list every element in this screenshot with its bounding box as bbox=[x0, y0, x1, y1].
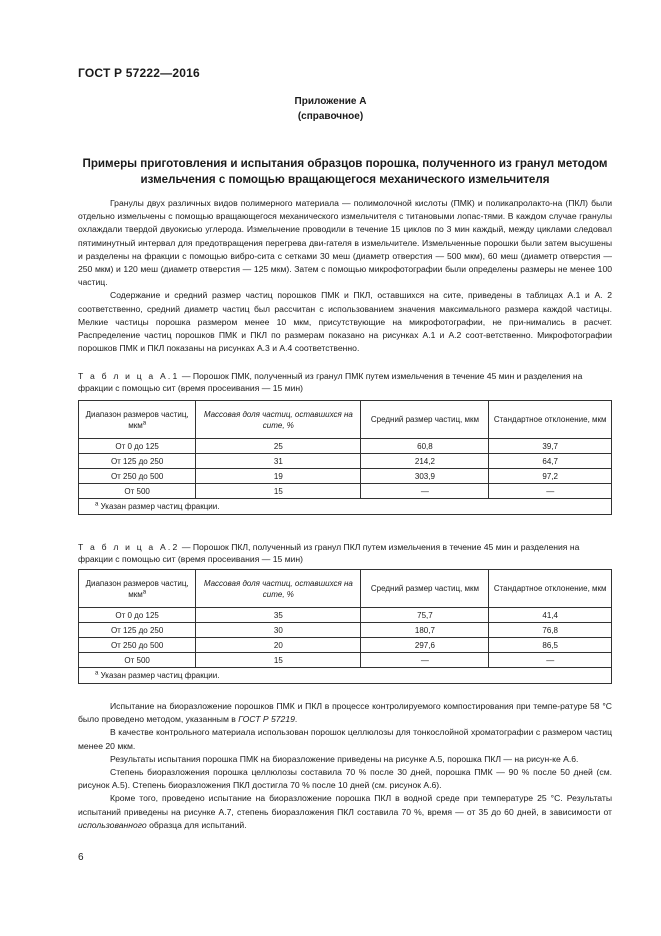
column-header-range: Диапазон размеров частиц, мкм$^а$ bbox=[79, 570, 196, 608]
cell-range: От 250 до 500 bbox=[79, 638, 196, 653]
cell-sd: 39,7 bbox=[489, 439, 612, 454]
cell-mean: 60,8 bbox=[361, 439, 489, 454]
page-number: 6 bbox=[78, 852, 84, 863]
table-1 bbox=[78, 400, 612, 515]
column-header-mean: Средний размер частиц, мкм bbox=[361, 401, 489, 439]
table-row bbox=[79, 454, 612, 469]
intro-paragraph-1: Гранулы двух различных видов полимерного материала — полимолочной кислоты (ПМК) и поликапролакто-на (ПКЛ) были отдельно измельчены с помощью вращающегося механического измельчителя с титановыми лопас-тями. В каждом случае гранулы охлаждали твердой двуокисью углерода. Измельчение проводили в течение 15 циклов по 3 мин каждый, между циклами следовал пятиминутный интервал для предотвращения перегрева дви-гателя в измельчителе. Измельченные порошки были затем высушены и разделены на фракции с помощью вибро-сита с сетками 30 меш (диаметр отверстия — 500 мкм), 60 меш (диаметр отверстия — 250 мкм) и 120 меш (диаметр отверстия — 125 мкм). Затем с помощью микрофотографии были определены размеры не менее 100 частиц. bbox=[78, 198, 612, 288]
table-row bbox=[79, 608, 612, 623]
outro-paragraph-2: В качестве контрольного материала использован порошок целлюлозы для тонкослойной хроматографии с размером частиц менее 20 мкм. bbox=[78, 727, 612, 751]
cell-mass: 15 bbox=[196, 484, 361, 499]
standard-reference: ГОСТ Р 57219 bbox=[238, 714, 295, 725]
standard-code: ГОСТ Р 57222—2016 bbox=[78, 66, 200, 80]
table-header-row bbox=[79, 401, 612, 439]
cell-mass: 25 bbox=[196, 439, 361, 454]
section-title-line1: Примеры приготовления и испытания образцов порошка, полученного из гранул методом bbox=[82, 157, 608, 170]
cell-sd: 97,2 bbox=[489, 469, 612, 484]
table-2-caption bbox=[78, 541, 612, 565]
outro-text bbox=[78, 700, 612, 832]
column-header-mass: Массовая доля частиц, оставшихся на сите, % bbox=[196, 570, 361, 608]
cell-mass: 31 bbox=[196, 454, 361, 469]
column-header-range: Диапазон размеров частиц, мкм$^а$ bbox=[79, 401, 196, 439]
table-1-caption bbox=[78, 370, 612, 394]
cell-mean: 303,9 bbox=[361, 469, 489, 484]
outro-paragraph-1: Испытание на биоразложение порошков ПМК и ПКЛ в процессе контролируемого компостирования при темпе-ратуре 58 °С было проведено методом, указанным в ГОСТ Р 57219. bbox=[78, 701, 612, 725]
table-row bbox=[79, 623, 612, 638]
cell-mean: 297,6 bbox=[361, 638, 489, 653]
cell-range: От 125 до 250 bbox=[79, 623, 196, 638]
cell-range: От 250 до 500 bbox=[79, 469, 196, 484]
cell-mass: 30 bbox=[196, 623, 361, 638]
annex-heading bbox=[0, 94, 661, 124]
cell-range: От 500 bbox=[79, 653, 196, 668]
cell-mass: 19 bbox=[196, 469, 361, 484]
cell-range: От 0 до 125 bbox=[79, 439, 196, 454]
cell-mean: — bbox=[361, 653, 489, 668]
annex-title: Приложение А bbox=[294, 96, 367, 107]
intro-paragraph-2: Содержание и средний размер частиц порошков ПМК и ПКЛ, оставшихся на сите, приведены в таблицах А.1 и А. 2 соответственно, средний диаметр частиц был рассчитан с использованием значения максимального размера каждой частицы. Мелкие частицы порошка размером менее 10 мкм, присутствующие на микрофотографии, не при-нимались в расчет. Распределение частиц порошков ПМК и ПКЛ по размерам показано на рисунках А.1 и А.2 соот-ветственно. Микрофотографии порошков ПМК и ПКЛ показаны на рисунках А.3 и А.4 соответственно. bbox=[78, 290, 612, 354]
cell-sd: 64,7 bbox=[489, 454, 612, 469]
table-2-label: Т а б л и ц а А.2 bbox=[78, 542, 180, 552]
table-row bbox=[79, 439, 612, 454]
table-2-footnote: $^а$ Указан размер частиц фракции. bbox=[79, 668, 612, 684]
outro-paragraph-4: Степень биоразложения порошка целлюлозы составила 70 % после 30 дней, порошка ПМК — 90 % после 50 дней (см. рисунок А.5). Степень биоразложения ПКЛ достигла 70 % после 10 дней (см. рисунок А.6). bbox=[78, 767, 612, 791]
table-row bbox=[79, 469, 612, 484]
cell-mean: 214,2 bbox=[361, 454, 489, 469]
cell-mass: 15 bbox=[196, 653, 361, 668]
column-header-mass: Массовая доля частиц, оставшихся на сите, % bbox=[196, 401, 361, 439]
cell-sd: 86,5 bbox=[489, 638, 612, 653]
cell-range: От 500 bbox=[79, 484, 196, 499]
cell-sd: — bbox=[489, 653, 612, 668]
table-header-row bbox=[79, 570, 612, 608]
cell-sd: 41,4 bbox=[489, 608, 612, 623]
table-1-label: Т а б л и ц а А.1 bbox=[78, 371, 180, 381]
outro-paragraph-5: Кроме того, проведено испытание на биоразложение порошка ПКЛ в водной среде при температуре 25 °С. Результаты испытаний приведены на рисунке А.7, степень биоразложения ПКЛ составила 70 %, время — от 35 до 60 дней, в зависимости от использованного образца для испытаний. bbox=[78, 793, 612, 830]
cell-sd: 76,8 bbox=[489, 623, 612, 638]
column-header-mean: Средний размер частиц, мкм bbox=[361, 570, 489, 608]
cell-range: От 125 до 250 bbox=[79, 454, 196, 469]
table-2-caption-text: — Порошок ПКЛ, полученный из гранул ПКЛ путем измельчения в течение 45 мин и разделения на фракции с помощью сит (время просеивания — 15 мин) bbox=[78, 542, 580, 564]
table-footnote-row bbox=[79, 668, 612, 684]
column-header-sd: Стандартное отклонение, мкм bbox=[489, 570, 612, 608]
section-title-line2: измельчения с помощью вращающегося механического измельчителя bbox=[140, 173, 550, 186]
table-footnote-row bbox=[79, 499, 612, 515]
table-row bbox=[79, 653, 612, 668]
cell-mean: — bbox=[361, 484, 489, 499]
annex-kind: (справочное) bbox=[297, 111, 364, 122]
cell-sd: — bbox=[489, 484, 612, 499]
intro-text bbox=[78, 197, 612, 355]
cell-range: От 0 до 125 bbox=[79, 608, 196, 623]
column-header-sd: Стандартное отклонение, мкм bbox=[489, 401, 612, 439]
cell-mean: 180,7 bbox=[361, 623, 489, 638]
table-row bbox=[79, 638, 612, 653]
table-1-footnote: $^а$ Указан размер частиц фракции. bbox=[79, 499, 612, 515]
section-title bbox=[80, 156, 610, 188]
cell-mass: 20 bbox=[196, 638, 361, 653]
table-1-caption-text: — Порошок ПМК, полученный из гранул ПМК путем измельчения в течение 45 мин и разделения на фракции с помощью сит (время просеивания — 15 мин) bbox=[78, 371, 583, 393]
table-row bbox=[79, 484, 612, 499]
outro-paragraph-3: Результаты испытания порошка ПМК на биоразложение приведены на рисунке А.5, порошка ПКЛ — на рисун-ке А.6. bbox=[110, 753, 579, 764]
cell-mass: 35 bbox=[196, 608, 361, 623]
table-2 bbox=[78, 569, 612, 684]
cell-mean: 75,7 bbox=[361, 608, 489, 623]
